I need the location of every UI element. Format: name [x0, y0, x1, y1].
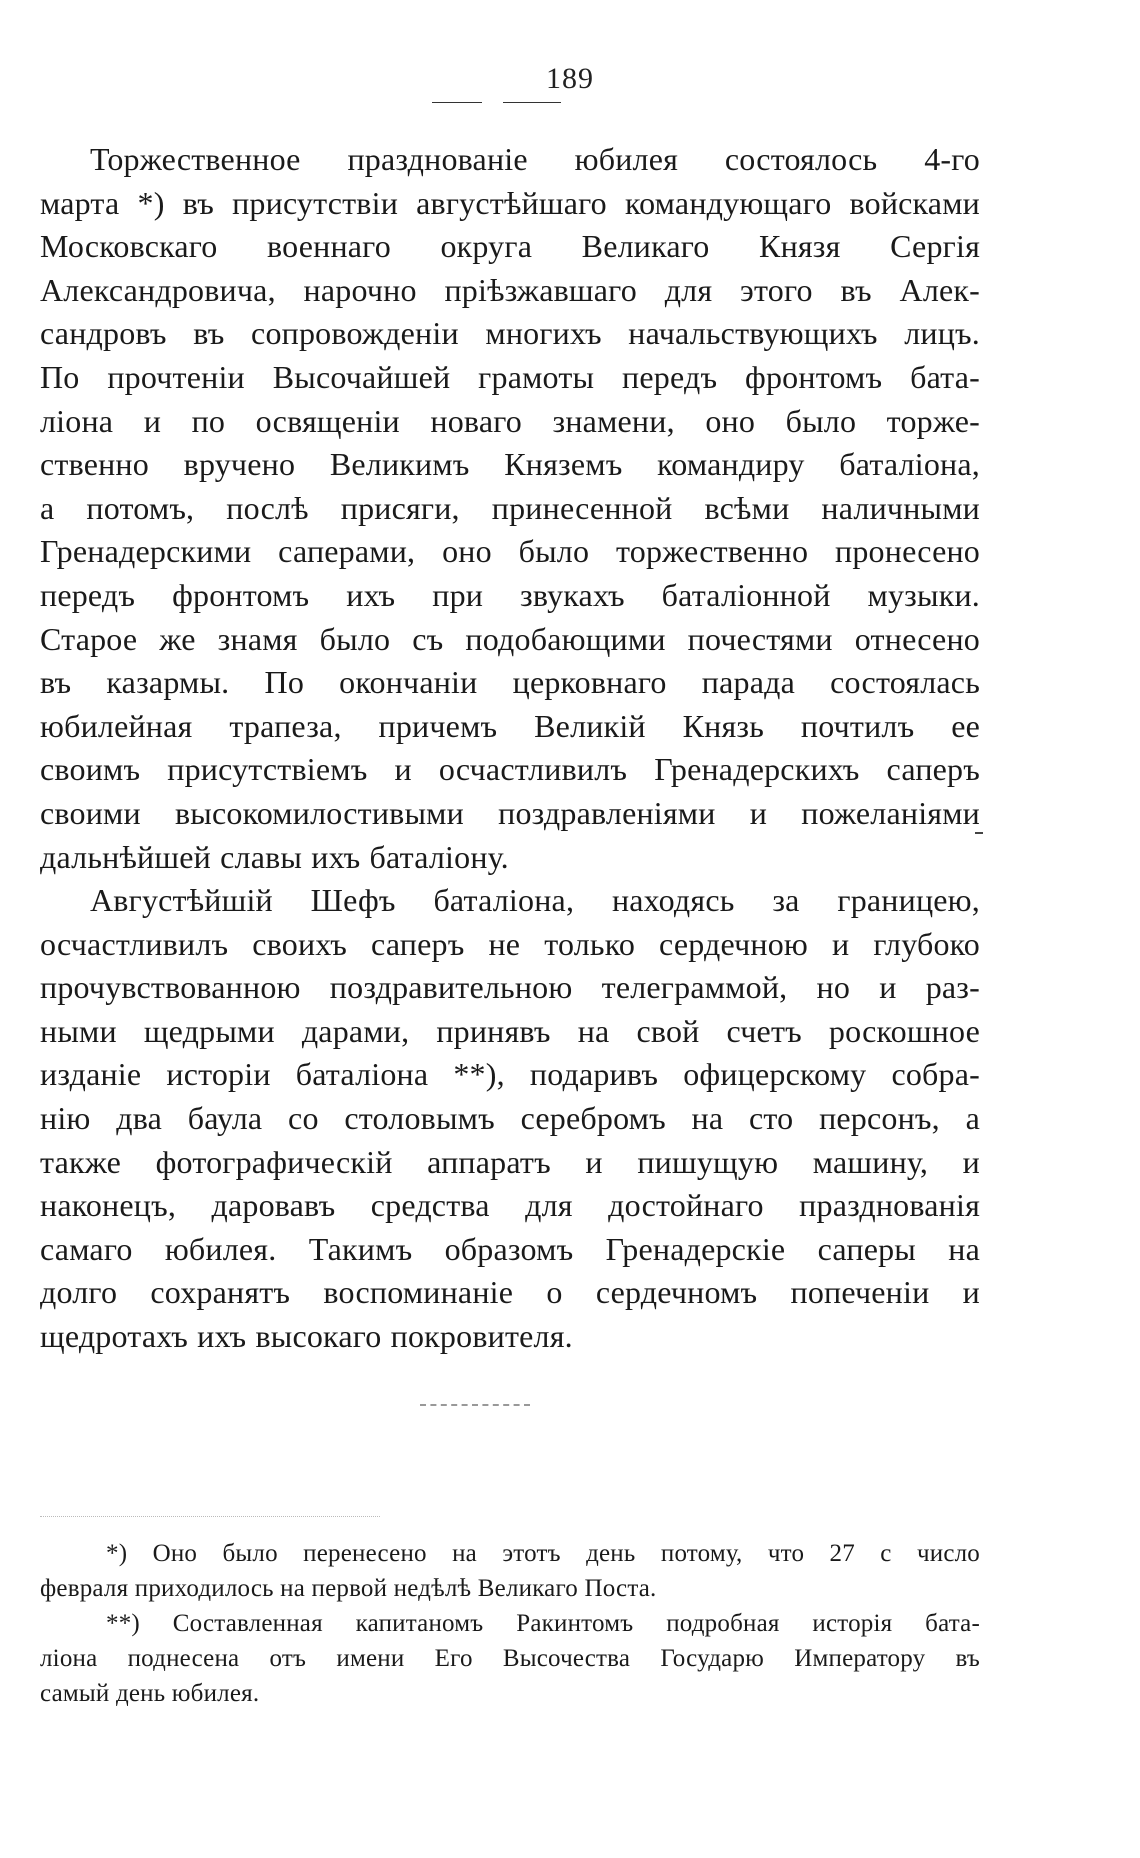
footnote-1: [40, 1536, 980, 1606]
text-line: юбилейная трапеза, причемъ Великій Князь почтилъ ее: [40, 707, 980, 744]
text-line: ственно вручено Великимъ Княземъ командиру баталіона,: [40, 446, 980, 483]
text-line: ліона и по освященіи новаго знамени, оно было торже-: [40, 402, 980, 439]
text-line: дальнѣйшей славы ихъ баталіону.: [40, 838, 509, 875]
margin-mark: [975, 832, 983, 834]
text-line: изданіе исторіи баталіона **), подаривъ офицерскому собра-: [40, 1056, 980, 1093]
text-line: Гренадерскими саперами, оно было торжественно пронесено: [40, 533, 980, 570]
text-line: осчастливилъ своихъ саперъ не только сердечною и глубоко: [40, 925, 980, 962]
header-rule-left: [432, 102, 482, 103]
header-rule-right: [503, 102, 561, 103]
text-line: нію два баула со столовымъ серебромъ на сто персонъ, а: [40, 1100, 980, 1137]
text-line: щедротахъ ихъ высокаго покровителя.: [40, 1318, 573, 1355]
text-line: наконецъ, даровавъ средства для достойнаго празднованія: [40, 1187, 980, 1224]
footnotes: [40, 1536, 980, 1711]
footnote-line: ліона поднесена отъ имени Его Высочества Государю Императору въ: [40, 1645, 980, 1672]
text-line: По прочтеніи Высочайшей грамоты передъ фронтомъ бата-: [40, 358, 980, 395]
footnote-line: самый день юбилея.: [40, 1680, 260, 1707]
text-line: самаго юбилея. Такимъ образомъ Гренадерскіе саперы на: [40, 1230, 980, 1267]
text-line: своими высокомилостивыми поздравленіями и пожеланіями: [40, 794, 980, 831]
text-line: Александровича, нарочно пріѣзжавшаго для этого въ Алек-: [40, 271, 980, 308]
text-line: долго сохранятъ воспоминаніе о сердечномъ попеченіи и: [40, 1274, 980, 1311]
footnote-line: *) Оно было перенесено на этотъ день потому, что 27 с число: [106, 1540, 980, 1567]
footnote-line: февраля приходилось на первой недѣлѣ Великаго Поста.: [40, 1575, 657, 1602]
section-divider: [420, 1404, 530, 1406]
text-line: Московскаго военнаго округа Великаго Князя Сергія: [40, 228, 980, 265]
page-number: 189: [546, 62, 594, 95]
footnote-divider: [40, 1516, 380, 1517]
text-line: Торжественное празднованіе юбилея состоялось 4-го: [90, 141, 980, 177]
text-line: своимъ присутствіемъ и осчастливилъ Гренадерскихъ саперъ: [40, 751, 980, 788]
text-line: также фотографическій аппаратъ и пишущую машину, и: [40, 1143, 980, 1180]
body-text: [40, 138, 980, 1359]
text-line: а потомъ, послѣ присяги, принесенной всѣми наличными: [40, 489, 980, 526]
text-line: прочувствованною поздравительною телеграммой, но и раз-: [40, 969, 980, 1006]
paragraph-1: [40, 138, 980, 879]
paragraph-2: [40, 879, 980, 1359]
text-line: передъ фронтомъ ихъ при звукахъ баталіонной музыки.: [40, 576, 980, 613]
footnote-2: [40, 1606, 980, 1711]
footnote-line: **) Составленная капитаномъ Ракинтомъ подробная исторія бата-: [106, 1610, 980, 1637]
text-line: сандровъ въ сопровожденіи многихъ начальствующихъ лицъ.: [40, 315, 980, 352]
text-line: Августѣйшій Шефъ баталіона, находясь за границею,: [90, 882, 980, 919]
text-line: ными щедрыми дарами, принявъ на свой счетъ роскошное: [40, 1012, 980, 1049]
text-line: въ казармы. По окончаніи церковнаго парада состоялась: [40, 664, 980, 701]
text-line: Старое же знамя было съ подобающими почестями отнесено: [40, 620, 980, 657]
text-line: марта *) въ присутствіи августѣйшаго командующаго войсками: [40, 184, 980, 221]
page-number-container: [0, 62, 1140, 96]
